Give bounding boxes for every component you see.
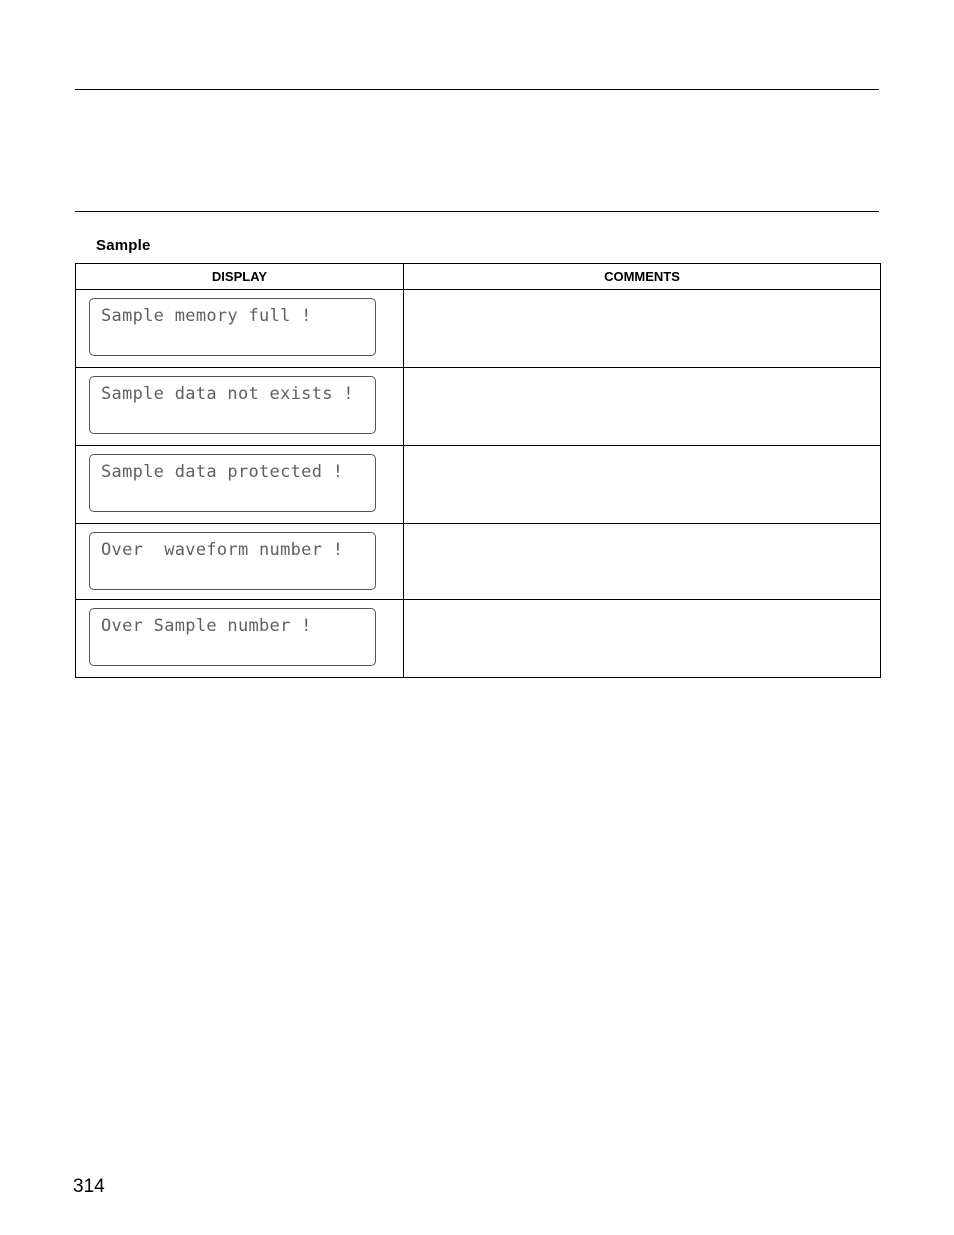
comments-column-header: COMMENTS — [404, 264, 881, 290]
section-rule — [75, 211, 879, 212]
comment-cell — [404, 600, 881, 678]
lcd-display: Sample data protected ! — [89, 454, 376, 512]
comment-cell — [404, 290, 881, 368]
comment-cell — [404, 446, 881, 524]
section-title: Sample — [96, 237, 151, 254]
table-row — [76, 600, 881, 678]
top-rule — [75, 89, 879, 90]
table-row — [76, 368, 881, 446]
table-row — [76, 524, 881, 600]
display-cell — [76, 600, 404, 678]
display-column-header: DISPLAY — [76, 264, 404, 290]
table-header-row — [76, 264, 881, 290]
display-cell — [76, 446, 404, 524]
lcd-display: Sample memory full ! — [89, 298, 376, 356]
table-row — [76, 290, 881, 368]
message-table — [75, 263, 881, 678]
lcd-display: Sample data not exists ! — [89, 376, 376, 434]
display-cell — [76, 290, 404, 368]
page-number: 314 — [73, 1176, 105, 1197]
comment-cell — [404, 524, 881, 600]
display-cell — [76, 524, 404, 600]
display-cell — [76, 368, 404, 446]
lcd-display: Over Sample number ! — [89, 608, 376, 666]
lcd-display: Over waveform number ! — [89, 532, 376, 590]
table-row — [76, 446, 881, 524]
comment-cell — [404, 368, 881, 446]
